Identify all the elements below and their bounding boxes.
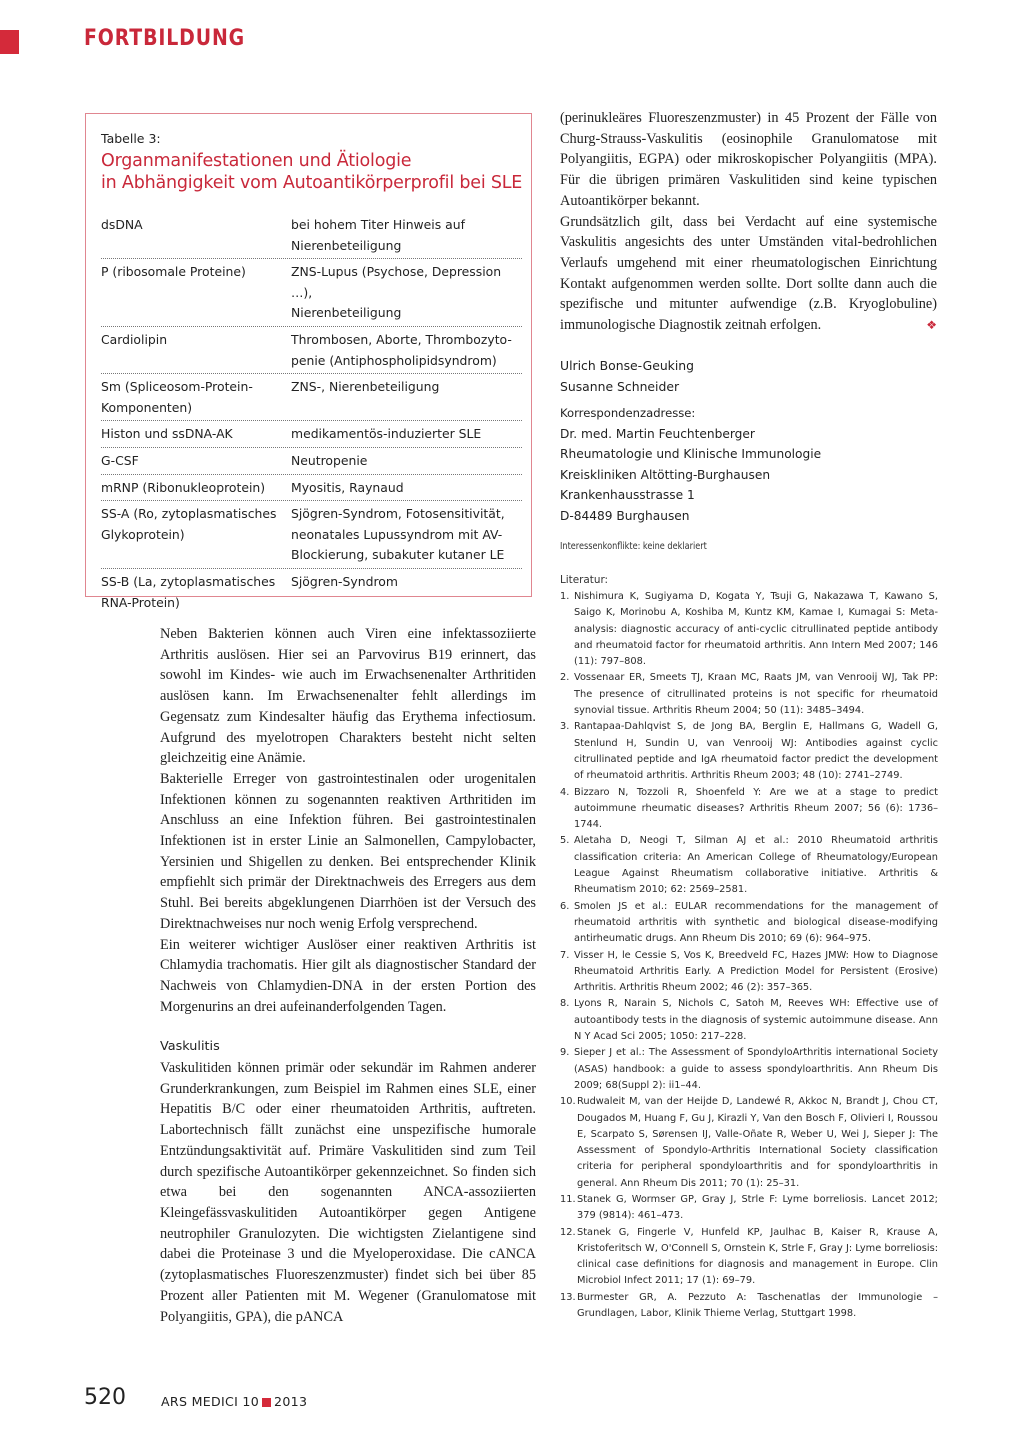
table-cell-manifestation bbox=[291, 451, 522, 472]
reference-list bbox=[560, 589, 938, 1322]
reference-number: 8. bbox=[560, 998, 570, 1010]
table-cell-manifestation bbox=[291, 262, 522, 324]
reference-item bbox=[560, 1192, 938, 1225]
reference-text: Stanek G, Wormser GP, Gray J, Strle F: Lyme borreliosis. Lancet 2012; 379 (9814): 461–473. bbox=[577, 1193, 938, 1222]
table-cell-manifestation bbox=[291, 572, 522, 613]
cell-line: ZNS-Lupus (Psychose, Depression …), bbox=[291, 264, 502, 300]
table-title-line: Organmanifestationen und Ätiologie bbox=[101, 151, 412, 171]
address-line: D-84489 Burghausen bbox=[560, 508, 690, 523]
table-rows bbox=[101, 212, 522, 615]
author-name: Ulrich Bonse-Geuking bbox=[560, 358, 695, 373]
reference-number: 9. bbox=[560, 1047, 570, 1059]
subheading-vaskulitis: Vaskulitis bbox=[160, 1039, 220, 1055]
cell-line: SS-B (La, zytoplasmatisches bbox=[101, 573, 276, 589]
reference-number: 11. bbox=[560, 1193, 576, 1205]
reference-item bbox=[560, 948, 938, 997]
cell-line: medikamentös-induzierter SLE bbox=[291, 426, 482, 442]
reference-item bbox=[560, 899, 938, 948]
cell-line: Sjögren-Syndrom bbox=[291, 573, 398, 589]
cell-line: Blockierung, subakuter kutaner LE bbox=[291, 547, 505, 563]
authors bbox=[560, 356, 694, 397]
paragraph: Neben Bakterien können auch Viren eine infektassoziierte Arthritis auslösen. Hier sei an Parvovirus B19 erinnert, das sowohl im Kindes- wie auch im Erwachsenenalter Arthritiden auslösen kann. Im Erwachsenenalter fehlt allerdings im Gegensatz zum Kindesalter häufig das Erythema infectiosum. Aufgrund des myelotropen Charakters besteht nicht selten gleichzeitig eine Anämie. bbox=[160, 626, 536, 767]
cell-line: Thrombosen, Aborte, Thrombozyto- bbox=[291, 331, 512, 347]
paragraph: (perinukleäres Fluoreszenzmuster) in 45 Prozent der Fälle von Churg-Strauss-Vaskulitis (eosinophile Granulomatose mit Polyangiitis, EGPA) oder mikroskopischer Polyangiitis (MPA). Für die übrigen primären Vaskulitiden sind keine typischen Autoantikörper bekannt. bbox=[560, 110, 937, 209]
cell-line: Sm (Spliceosom-Protein- bbox=[101, 379, 253, 395]
cell-line: Glykoprotein) bbox=[101, 526, 185, 542]
table-row bbox=[101, 327, 522, 374]
conflict-of-interest: Interessenkonflikte: keine deklariert bbox=[560, 541, 707, 552]
table-row bbox=[101, 259, 522, 327]
cell-line: Cardiolipin bbox=[101, 331, 168, 347]
reference-text: Smolen JS et al.: EULAR recommendations for the management of rheumatoid arthritis with synthetic and biological disease-modifying antirheumatic drugs. Ann Rheum Dis 2010; 69 (6): 964–975. bbox=[574, 900, 938, 945]
table-cell-autoantibody bbox=[101, 572, 291, 613]
end-of-article-mark: ❖ bbox=[926, 318, 937, 333]
reference-number: 12. bbox=[560, 1226, 576, 1238]
reference-item bbox=[560, 785, 938, 834]
journal-footer bbox=[161, 1394, 307, 1409]
address-line: Rheumatologie und Klinische Immunologie bbox=[560, 447, 822, 462]
table-3-box bbox=[85, 113, 532, 610]
reference-item bbox=[560, 719, 938, 784]
reference-item bbox=[560, 1045, 938, 1094]
cell-line: neonatales Lupussyndrom mit AV- bbox=[291, 526, 503, 542]
reference-item bbox=[560, 833, 938, 898]
table-cell-manifestation bbox=[291, 330, 522, 371]
address-line: Dr. med. Martin Feuchtenberger bbox=[560, 426, 755, 441]
cell-line: Myositis, Raynaud bbox=[291, 479, 404, 495]
table-cell-autoantibody bbox=[101, 504, 291, 566]
reference-text: Burmester GR, A. Pezzuto A: Taschenatlas der Immunologie – Grundlagen, Labor, Klinik Thieme Verlag, Stuttgart 1998. bbox=[577, 1291, 938, 1320]
correspondence-address bbox=[560, 403, 821, 527]
paragraph: Ein weiterer wichtiger Auslöser einer reaktiven Arthritis ist Chlamydia trachomatis. Hier gilt als diagnostischer Standard der Nachweis von Chlamydien-DNA in der ersten Portion des Morgenurins an drei aufeinanderfolgenden Tagen. bbox=[160, 936, 536, 1015]
reference-text: Sieper J et al.: The Assessment of SpondyloArthritis international Society (ASAS) handbook: a guide to assess spondyloarthritis. Ann Rheum Dis 2009; 68(Suppl 2): ii1–44. bbox=[574, 1047, 938, 1091]
reference-text: Stanek G, Fingerle V, Hunfeld KP, Jaulhac B, Kaiser R, Krause A, Kristoferitsch W, O'Connell S, Ornstein K, Strle F, Gray J: Lyme borreliosis: clinical case definitions for diagnosis and management in Europe. Clin Microbiol Infect 2011; 17 (1): 69–79. bbox=[577, 1226, 938, 1287]
cell-line: Komponenten) bbox=[101, 399, 193, 415]
cell-line: bei hohem Titer Hinweis auf bbox=[291, 217, 465, 232]
author-name: Susanne Schneider bbox=[560, 378, 680, 394]
reference-number: 6. bbox=[560, 900, 570, 912]
reference-text: Vossenaar ER, Smeets TJ, Kraan MC, Raats JM, van Venrooij WJ, Tak PP: The presence of citrullinated proteins is not specific for rheumatoid synovial tissue. Arthritis Rheum 2004; 50 (11): 3485–3494. bbox=[574, 672, 938, 717]
page-number: 520 bbox=[84, 1385, 126, 1410]
reference-number: 5. bbox=[560, 835, 570, 847]
reference-number: 10. bbox=[560, 1096, 576, 1108]
cell-line: Sjögren-Syndrom, Fotosensitivität, bbox=[291, 506, 505, 522]
table-cell-autoantibody bbox=[101, 478, 291, 499]
cell-line: G-CSF bbox=[101, 452, 139, 468]
cell-line: Nierenbeteiligung bbox=[291, 305, 402, 321]
table-cell-autoantibody bbox=[101, 377, 291, 418]
journal-year: 2013 bbox=[274, 1394, 308, 1409]
footer-square-mark bbox=[262, 1398, 271, 1407]
table-cell-manifestation bbox=[291, 377, 522, 418]
table-cell-manifestation bbox=[291, 504, 522, 566]
table-cell-autoantibody bbox=[101, 215, 291, 256]
cell-line: penie (Antiphospholipidsyndrom) bbox=[291, 352, 497, 368]
table-row bbox=[101, 212, 522, 259]
table-row bbox=[101, 374, 522, 421]
left-column-text bbox=[160, 624, 536, 1327]
reference-item bbox=[560, 1290, 938, 1323]
table-title bbox=[101, 150, 531, 194]
address-line: Kreiskliniken Altötting-Burghausen bbox=[560, 467, 771, 482]
reference-number: 3. bbox=[560, 721, 570, 733]
table-cell-autoantibody bbox=[101, 262, 291, 324]
reference-number: 1. bbox=[560, 591, 570, 602]
table-cell-manifestation bbox=[291, 424, 522, 445]
reference-number: 4. bbox=[560, 786, 570, 798]
table-cell-autoantibody bbox=[101, 330, 291, 371]
reference-text: Visser H, le Cessie S, Vos K, Breedveld FC, Hazes JMW: How to Diagnose Rheumatoid Arthritis Early. A Prediction Model for Persistent (Erosive) Arthritis. Arthritis Rheum 2002; 46 (2): 357–365. bbox=[574, 949, 938, 994]
section-title: FORTBILDUNG bbox=[84, 26, 246, 51]
table-cell-manifestation bbox=[291, 215, 522, 256]
reference-item bbox=[560, 1225, 938, 1290]
paragraph bbox=[560, 212, 937, 336]
reference-text: Rantapaa-Dahlqvist S, de Jong BA, Berglin E, Hallmans G, Wadell G, Stenlund H, Sundin U, van Venrooij WJ: Antibodies against cyclic citrullinated peptide and IgA rheumatoid factor predict the development of rheumatoid arthritis. Arthritis Rheum 2003; 48 (10): 2741–2749. bbox=[574, 721, 938, 782]
reference-number: 2. bbox=[560, 672, 570, 684]
table-cell-autoantibody bbox=[101, 424, 291, 445]
paragraph: Bakterielle Erreger von gastrointestinalen oder urogenitalen Infektionen können zu sogenannten reaktiven Arthritiden im Anschluss an eine Infektion führen. Bei gastrointestinalen Infektionen ist in erster Linie an Salmonellen, Campylobacter, Yersinien und Shigellen zu denken. Bei entsprechender Klinik empfiehlt sich primär der Direktnachweis des Erregers aus dem Stuhl. Bei bereits abgeklungenen Diarrhöen ist der Versuch des Direktnachweises nur noch wenig Erfolg versprechend. bbox=[160, 770, 536, 932]
reference-text: Lyons R, Narain S, Nichols C, Satoh M, Reeves WH: Effective use of autoantibody tests in the diagnosis of systemic autoimmune disease. Ann N Y Acad Sci 2005; 1050: 217–228. bbox=[574, 998, 938, 1043]
reference-item bbox=[560, 670, 938, 719]
table-row bbox=[101, 569, 522, 615]
reference-number: 7. bbox=[560, 949, 570, 961]
cell-line: Histon und ssDNA-AK bbox=[101, 426, 233, 442]
literature-label: Literatur: bbox=[560, 574, 609, 586]
cell-line: SS-A (Ro, zytoplasmatisches bbox=[101, 506, 277, 522]
table-cell-autoantibody bbox=[101, 451, 291, 472]
paragraph: Vaskulitiden können primär oder sekundär im Rahmen anderer Grunderkrankungen, zum Beispiel im Rahmen eines SLE, einer Hepatitis B/C oder einer rheumatoiden Arthritis, auftreten. Labortechnisch fällt zunächst eine unspezifische humorale Entzündungsaktivität auf. Primäre Vaskulitiden sind zum Teil durch spezifische Autoantikörper gekennzeichnet. So finden sich etwa bei den sogenannten ANCA-assoziierten Kleingefässvaskulitiden Autoantikörper gegen Antigene neutrophiler Granulozyten. Die wichtigsten Zielantigene sind dabei die Proteinase 3 und die Myeloperoxidase. Die cANCA (zytoplasmatisches Fluoreszenzmuster) findet sich bei über 85 Prozent aller Patienten mit M. Wegener (Granulomatose mit Polyangiitis, GPA), die pANCA bbox=[160, 1060, 536, 1325]
reference-text: Bizzaro N, Tozzoli R, Shoenfeld Y: Are we at a stage to predict autoimmune rheumatic diseases? Arthritis Rheum 2007; 56 (6): 1736–1744. bbox=[574, 786, 938, 831]
right-column-text bbox=[560, 108, 937, 336]
reference-text: Nishimura K, Sugiyama D, Kogata Y, Tsuji G, Nakazawa T, Kawano S, Saigo K, Morinobu A, Koshiba M, Kuntz KM, Kamae I, Kumagai S: Meta-analysis: diagnostic accuracy of anti-cyclic citrullinated peptide antibody and rheumatoid factor for rheumatoid arthritis. Ann Intern Med 2007; 146 (11): 797–808. bbox=[574, 591, 938, 668]
section-color-mark bbox=[0, 30, 19, 54]
address-line: Krankenhausstrasse 1 bbox=[560, 488, 695, 503]
table-row bbox=[101, 448, 522, 475]
cell-line: RNA-Protein) bbox=[101, 594, 180, 610]
cell-line: dsDNA bbox=[101, 217, 143, 232]
cell-line: Neutropenie bbox=[291, 452, 368, 468]
cell-line: Nierenbeteiligung bbox=[291, 237, 402, 253]
table-title-line: in Abhängigkeit vom Autoantikörperprofil bei SLE bbox=[101, 173, 523, 193]
table-row bbox=[101, 475, 522, 502]
table-cell-manifestation bbox=[291, 478, 522, 499]
table-row bbox=[101, 421, 522, 448]
cell-line: mRNP (Ribonukleoprotein) bbox=[101, 479, 266, 495]
paragraph-text: Grundsätzlich gilt, dass bei Verdacht auf eine systemische Vaskulitis angesichts des unter Umständen vital-bedrohlichen Verlaufs umgehend mit einer rheumatologischen Einrichtung Kontakt aufgenommen werden sollte. Dort sollte dann auch die spezifische und mitunter aufwendige (z.B. Kryoglobuline) immunologische Diagnostik zeitnah erfolgen. bbox=[560, 213, 937, 334]
journal-name: ARS MEDICI 10 bbox=[161, 1394, 260, 1409]
table-label: Tabelle 3: bbox=[101, 131, 161, 146]
reference-item bbox=[560, 996, 938, 1045]
reference-item bbox=[560, 1094, 938, 1192]
cell-line: P (ribosomale Proteine) bbox=[101, 264, 246, 280]
correspondence-label: Korrespondenzadresse: bbox=[560, 406, 696, 420]
reference-item bbox=[560, 589, 938, 670]
table-row bbox=[101, 501, 522, 569]
reference-text: Rudwaleit M, van der Heijde D, Landewé R, Akkoc N, Brandt J, Chou CT, Dougados M, Huang F, Gu J, Kirazli Y, Van den Bosch F, Olivieri I, Roussou E, Scarpato S, Sørensen IJ, Valle-Oñate R, Weber U, Wei J, Sieper J: The Assessment of Spondylo-Arthritis International Society classification criteria for peripheral spondyloarthritis and for spondyloarthritis in general. Ann Rheum Dis 2011; 70 (1): 25–31. bbox=[577, 1096, 938, 1189]
reference-number: 13. bbox=[560, 1291, 576, 1303]
reference-text: Aletaha D, Neogi T, Silman AJ et al.: 2010 Rheumatoid arthritis classification criteria: An American College of Rheumatology/European League Against Rheumatism collaborative initiative. Arthritis & Rheumatism 2010; 62: 2569–2581. bbox=[574, 835, 938, 896]
cell-line: ZNS-, Nierenbeteiligung bbox=[291, 379, 440, 395]
